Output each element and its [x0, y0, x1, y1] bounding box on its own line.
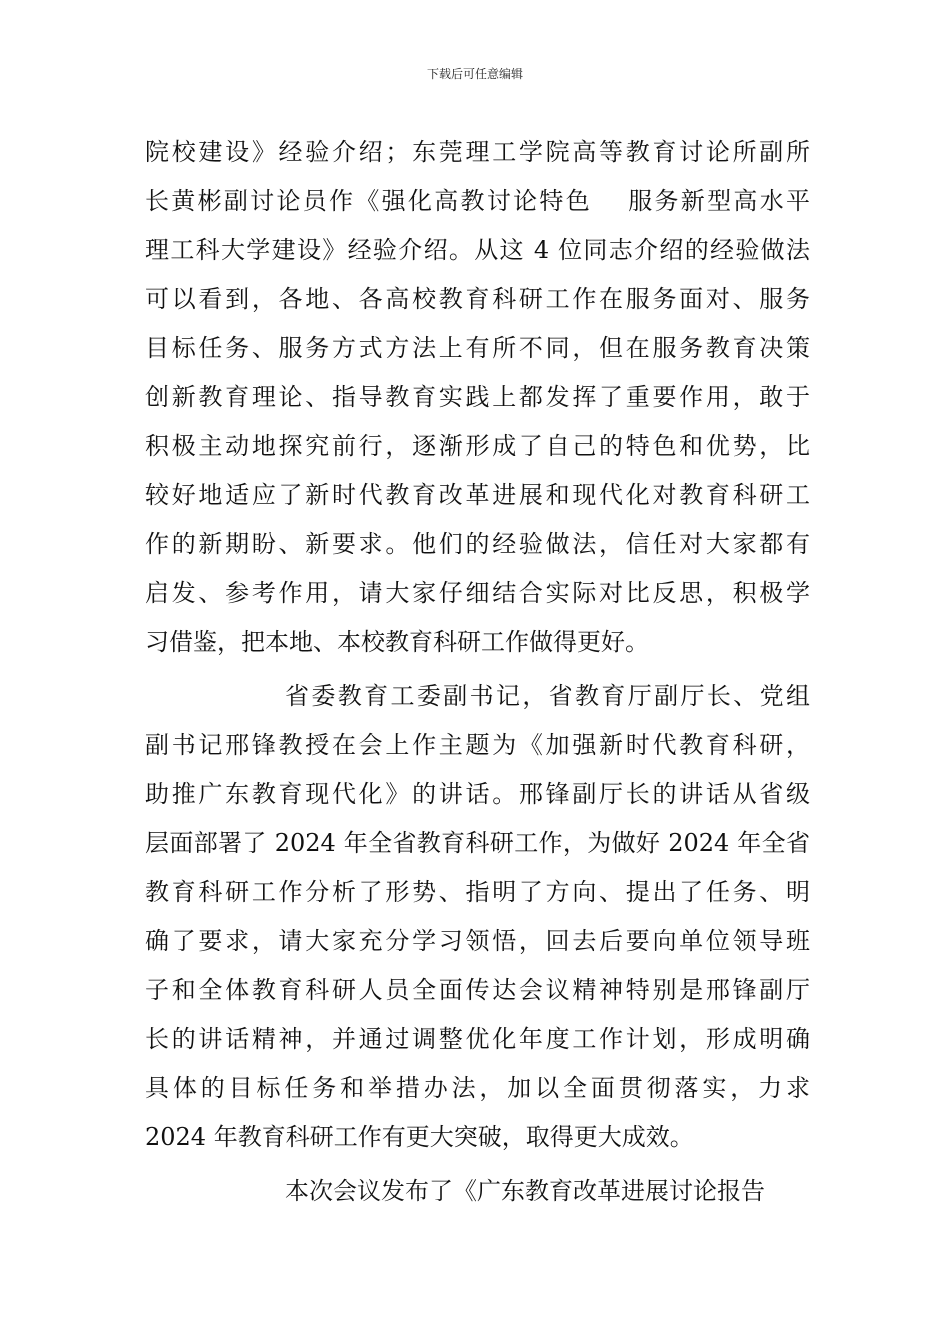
text-line: 习借鉴，把本地、本校教育科研工作做得更好。: [145, 628, 649, 656]
text-line: 助推广东教育现代化》的讲话。邢锋副厅长的讲话从省级: [145, 780, 810, 808]
text-line: 长黄彬副讨论员作《强化高教讨论特色 服务新型高水平: [145, 187, 810, 215]
text-line: 确了要求，请大家充分学习领悟，回去后要向单位领导班: [145, 927, 810, 955]
text-line: 2024 年教育科研工作有更大突破，取得更大成效。: [145, 1123, 694, 1151]
text-line: 子和全体教育科研人员全面传达会议精神特别是邢锋副厅: [145, 976, 810, 1004]
page-header: 下载后可任意编辑: [426, 67, 523, 81]
paragraph-first-line: 省委教育工委副书记，省教育厅副厅长、党组: [285, 682, 810, 710]
text-line: 长的讲话精神，并通过调整优化年度工作计划，形成明确: [145, 1025, 810, 1053]
text-line: 院校建设》经验介绍；东莞理工学院高等教育讨论所副所: [145, 138, 810, 166]
text-line: 启发、参考作用，请大家仔细结合实际对比反思，积极学: [145, 579, 810, 607]
text-line: 积极主动地探究前行，逐渐形成了自己的特色和优势，比: [145, 432, 810, 460]
text-line: 副书记邢锋教授在会上作主题为《加强新时代教育科研，: [145, 731, 810, 759]
text-line: 可以看到，各地、各高校教育科研工作在服务面对、服务: [145, 285, 810, 313]
text-line: 较好地适应了新时代教育改革进展和现代化对教育科研工: [145, 481, 810, 509]
text-line: 理工科大学建设》经验介绍。从这 4 位同志介绍的经验做法: [145, 236, 810, 264]
text-line: 目标任务、服务方式方法上有所不同，但在服务教育决策: [145, 334, 810, 362]
paragraph-first-line: 本次会议发布了《广东教育改革进展讨论报告: [285, 1177, 765, 1205]
text-line: 层面部署了 2024 年全省教育科研工作，为做好 2024 年全省: [145, 829, 810, 857]
text-line: 作的新期盼、新要求。他们的经验做法，信任对大家都有: [145, 530, 810, 558]
text-line: 具体的目标任务和举措办法，加以全面贯彻落实，力求: [145, 1074, 810, 1102]
text-line: 创新教育理论、指导教育实践上都发挥了重要作用，敢于: [145, 383, 810, 411]
text-line: 教育科研工作分析了形势、指明了方向、提出了任务、明: [145, 878, 810, 906]
